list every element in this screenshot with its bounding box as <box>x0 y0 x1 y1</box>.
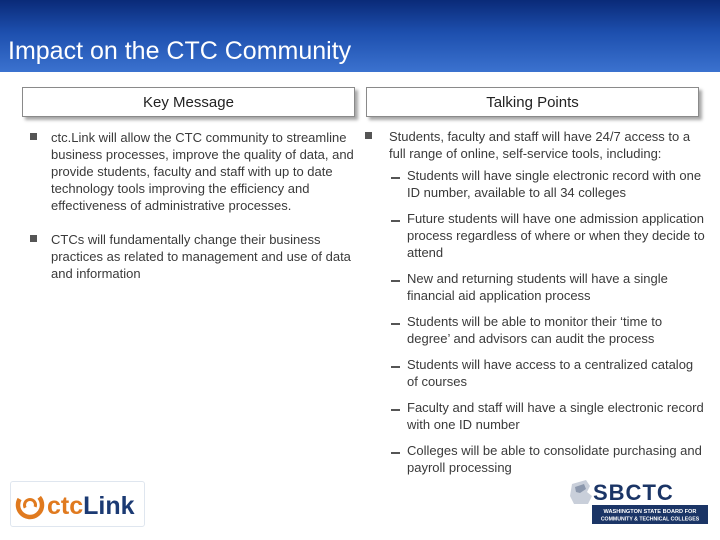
key-message-header: Key Message <box>22 87 355 117</box>
dash-bullet-icon <box>391 366 400 368</box>
dash-bullet-icon <box>391 220 400 222</box>
ctclink-swirl-icon <box>13 488 47 522</box>
talking-points-header: Talking Points <box>366 87 699 117</box>
ctclink-prefix: ctc <box>47 492 84 520</box>
talking-point-item <box>389 210 705 261</box>
sbctc-logo <box>566 474 711 530</box>
sbctc-tagline-line2: COMMUNITY & TECHNICAL COLLEGES <box>600 516 700 523</box>
ctclink-wordmark <box>47 492 135 520</box>
talking-point-item <box>389 399 705 433</box>
talking-point-text: Future students will have one admission application process regardless of where or when they decide to attend <box>407 211 705 260</box>
dash-bullet-icon <box>391 323 400 325</box>
talking-point-sublist <box>389 167 705 476</box>
title-bar <box>0 0 720 72</box>
talking-point-main <box>365 128 705 162</box>
square-bullet-icon <box>30 235 37 242</box>
ctclink-logo-graphic <box>11 482 146 528</box>
ctclink-logo <box>10 481 145 527</box>
sbctc-logo-graphic <box>566 474 711 530</box>
sbctc-wordmark: SBCTC <box>593 480 674 505</box>
dash-bullet-icon <box>391 177 400 179</box>
square-bullet-icon <box>30 133 37 140</box>
dash-bullet-icon <box>391 452 400 454</box>
talking-point-text: Students will be able to monitor their ‘time to degree’ and advisors can audit the process <box>407 314 663 346</box>
talking-point-item <box>389 270 705 304</box>
key-message-bullet <box>30 231 354 282</box>
talking-point-main-text: Students, faculty and staff will have 24/7 access to a full range of online, self-service tools, including: <box>389 129 691 161</box>
sbctc-tagline-line1: WASHINGTON STATE BOARD FOR <box>603 509 697 515</box>
key-message-text: ctc.Link will allow the CTC community to streamline business processes, improve the quality of data, and provide students, faculty and staff with up to date technology tools improving the efficiency and effectiveness of administrative processes. <box>51 130 354 213</box>
dash-bullet-icon <box>391 280 400 282</box>
talking-point-text: Students will have access to a centralized catalog of courses <box>407 357 694 389</box>
slide-title: Impact on the CTC Community <box>8 37 352 65</box>
key-message-text: CTCs will fundamentally change their business practices as related to management and use of data and information <box>51 232 351 281</box>
square-bullet-icon <box>365 132 372 139</box>
talking-point-text: Students will have single electronic record with one ID number, available to all 34 colleges <box>407 168 702 200</box>
key-message-list <box>30 129 354 299</box>
talking-point-text: New and returning students will have a single financial aid application process <box>407 271 668 303</box>
talking-point-item <box>389 167 705 201</box>
talking-point-text: Colleges will be able to consolidate purchasing and payroll processing <box>407 443 702 475</box>
talking-point-item <box>389 313 705 347</box>
key-message-bullet <box>30 129 354 214</box>
washington-state-icon <box>570 480 592 504</box>
ctclink-suffix: Link <box>83 492 135 520</box>
talking-point-item <box>389 356 705 390</box>
talking-points-list <box>365 128 705 485</box>
talking-point-text: Faculty and staff will have a single electronic record with one ID number <box>407 400 704 432</box>
talking-point-item <box>389 442 705 476</box>
dash-bullet-icon <box>391 409 400 411</box>
